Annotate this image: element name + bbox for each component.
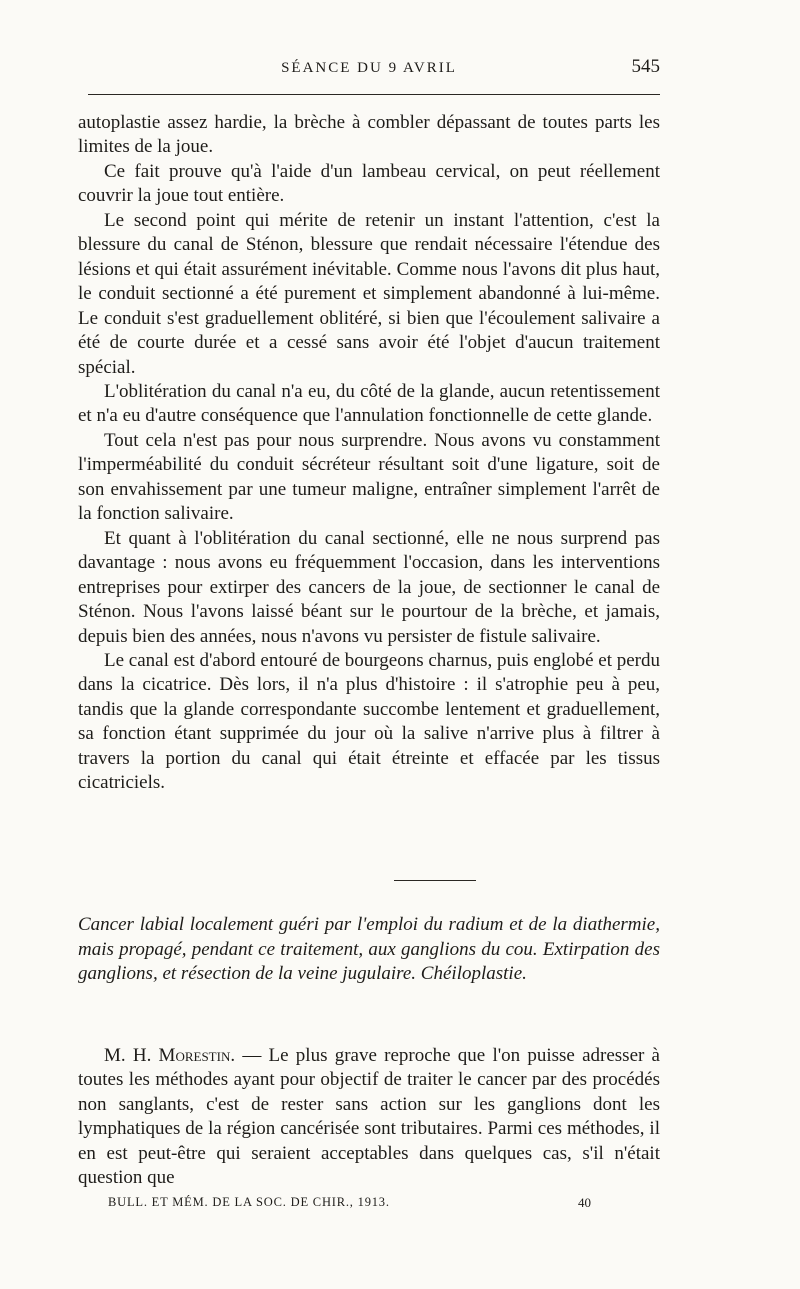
page-number: 545 — [631, 56, 660, 77]
book-page — [78, 0, 660, 1289]
paragraph: Ce fait prouve qu'à l'aide d'un lambeau cervical, on peut réellement couvrir la joue tout entière. — [78, 160, 660, 207]
page-footer — [78, 1195, 660, 1217]
publication-reference: BULL. ET MÉM. DE LA SOC. DE CHIR., 1913. — [108, 1195, 390, 1209]
paragraph: L'oblitération du canal n'a eu, du côté de la glande, aucun retentissement et n'a eu d'autre conséquence que l'annulation fonctionnelle de cette glande. — [78, 380, 660, 427]
section-divider — [394, 880, 476, 881]
paragraph: Et quant à l'oblitération du canal sectionné, elle ne nous surprend pas davantage : nous avons eu fréquemment l'occasion, dans les interventions entreprises pour extirper des cancers de la joue, de sectionner le canal de Sténon. Nous l'avons laissé béant sur le pourtour de la brèche, et jamais, depuis bien des années, nous n'avons vu persister de fistule salivaire. — [78, 527, 660, 647]
paragraph: autoplastie assez hardie, la brèche à combler dépassant de toutes parts les limites de la joue. — [78, 112, 660, 158]
running-title: SÉANCE DU 9 AVRIL — [281, 60, 457, 76]
section-title: Cancer labial localement guéri par l'emploi du radium et de la diathermie, mais propagé, pendant ce traitement, aux ganglions du cou. Extirpation des ganglions, et résection de la veine jugulaire. Chéiloplastie. — [78, 914, 660, 984]
paragraph: Tout cela n'est pas pour nous surprendre. Nous avons vu constamment l'imperméabilité du conduit sécréteur résultant soit d'une ligature, soit de son envahissement par une tumeur maligne, entraîner simplement l'arrêt de la fonction salivaire. — [78, 429, 660, 525]
body-text — [78, 111, 660, 796]
paragraph: Le second point qui mérite de retenir un instant l'attention, c'est la blessure du canal de Sténon, blessure que rendait nécessaire l'étendue des lésions et qui était assurément inévitable. Comme nous l'avons dit plus haut, le conduit sectionné a été purement et simplement abandonné à lui-même. Le conduit s'est graduellement oblitéré, si bien que l'écoulement salivaire a été de courte durée et a cessé sans avoir été l'objet d'aucun traitement spécial. — [78, 209, 660, 378]
paragraph — [78, 1044, 660, 1191]
speaker-name: M. H. Morestin. — [104, 1045, 236, 1066]
running-head — [78, 56, 660, 82]
header-rule — [88, 94, 660, 95]
paragraph-text: — Le plus grave reproche que l'on puisse adresser à toutes les méthodes ayant pour objectif de traiter le cancer par des procédés non sanglants, c'est de rester sans action sur les ganglions dont les lymphatiques de la région cancérisée sont tributaires. Parmi ces méthodes, il en est peut-être qui seraient acceptables dans quelques cas, s'il n'était question que — [78, 1045, 660, 1189]
signature-mark: 40 — [578, 1195, 591, 1210]
paragraph: Le canal est d'abord entouré de bourgeons charnus, puis englobé et perdu dans la cicatrice. Dès lors, il n'a plus d'histoire : il s'atrophie peu à peu, tandis que la glande correspondante succombe lentement et graduellement, sa fonction étant supprimée du jour où la salive n'arrive plus à filtrer à travers la portion du canal qui était étreinte et effacée par les tissus cicatriciels. — [78, 649, 661, 794]
section-body — [78, 1044, 660, 1191]
